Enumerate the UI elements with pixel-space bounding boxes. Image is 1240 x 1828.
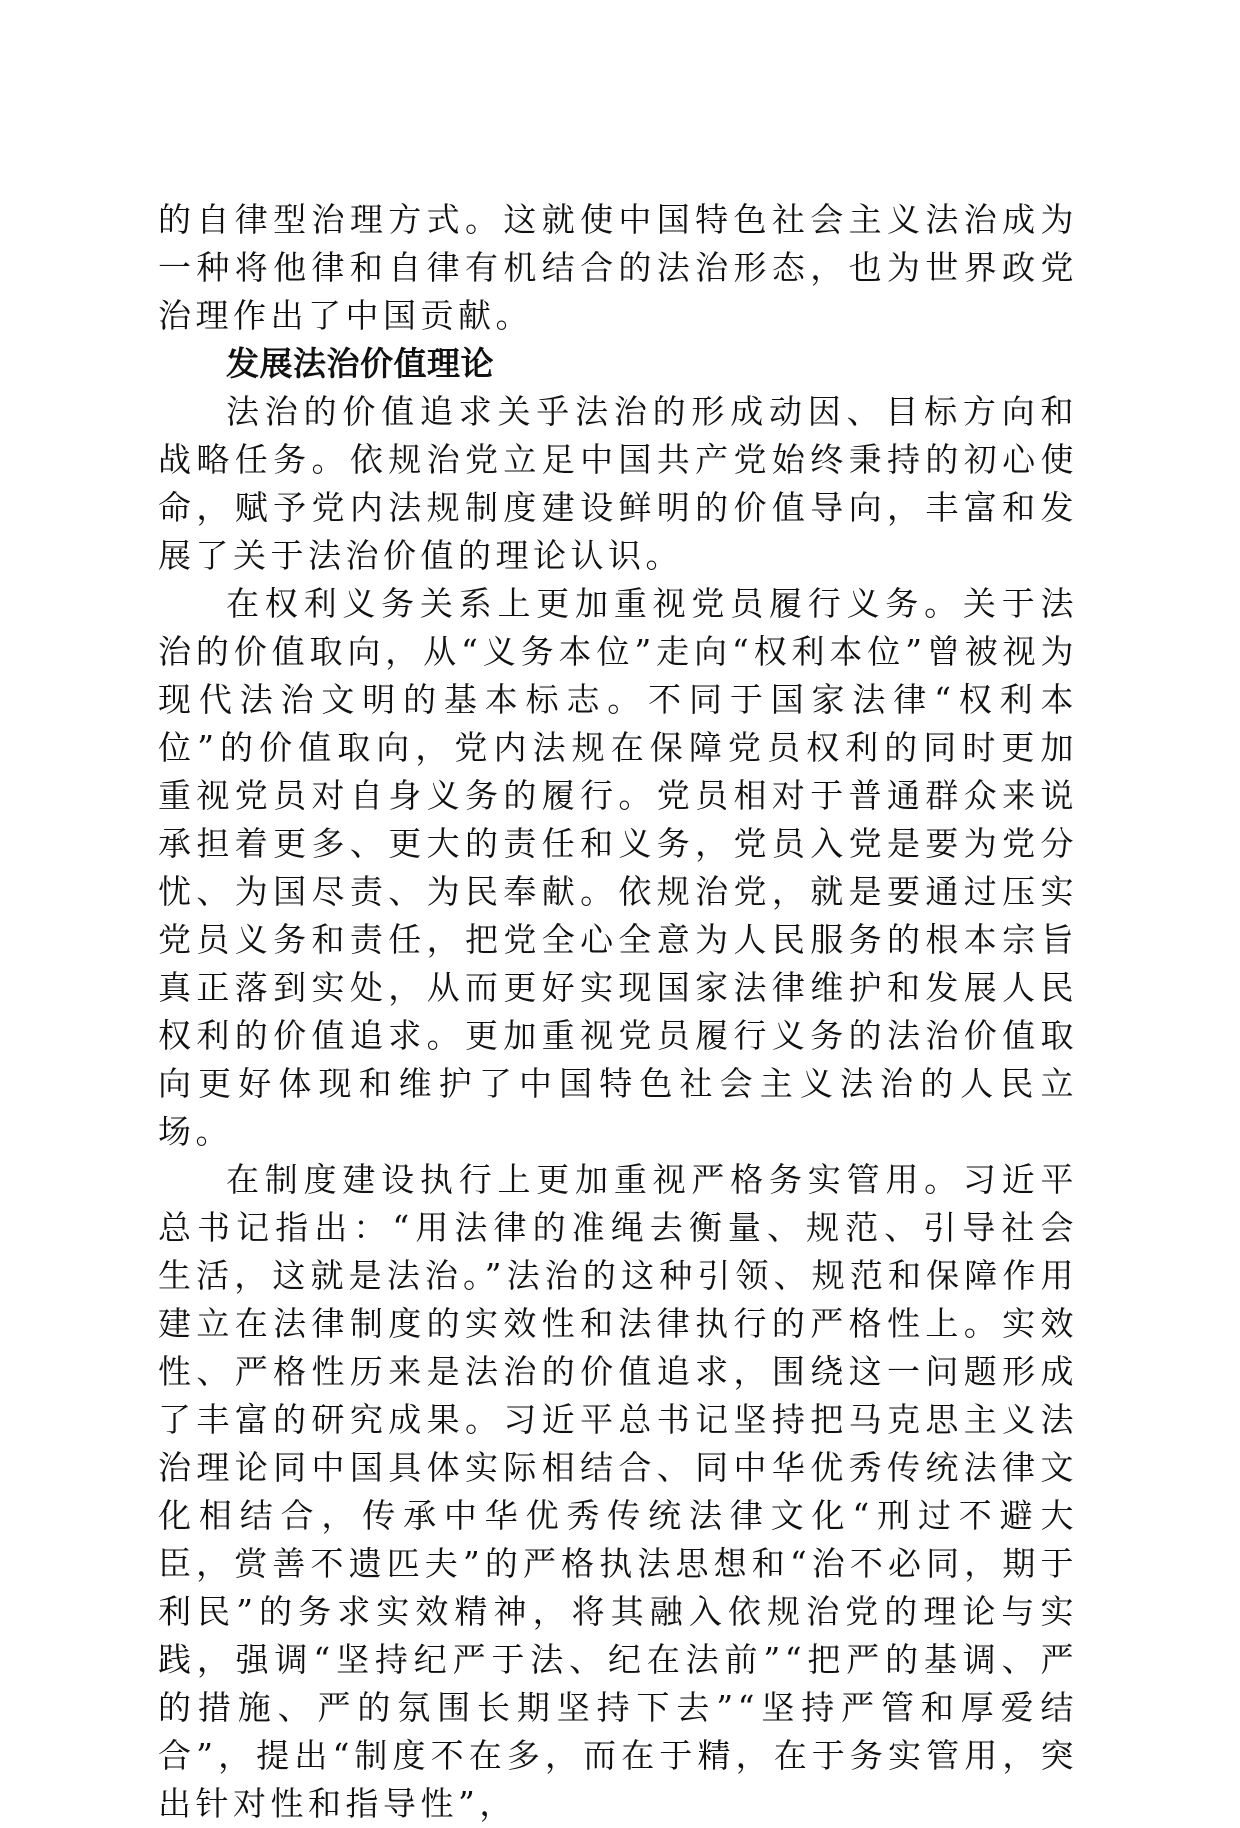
paragraph-system-building: 在制度建设执行上更加重视严格务实管用。习近平总书记指出：“用法律的准绳去衡量、规范、引导社会生活，这就是法治。”法治的这种引领、规范和保障作用建立在法律制度的实效性和法律执行的严格性上。实效性、严格性历来是法治的价值追求，围绕这一问题形成了丰富的研究成果。习近平总书记坚持把马克思主义法治理论同中国具体实际相结合、同中华优秀传统法律文化相结合，传承中华优秀传统法律文化“刑过不避大臣，赏善不遗匹夫”的严格执法思想和“治不必同，期于利民”的务求实效精神，将其融入依规治党的理论与实践，强调“坚持纪严于法、纪在法前”“把严的基调、严的措施、严的氛围长期坚持下去”“坚持严管和厚爱结合”，提出“制度不在多，而在于精，在于务实管用，突出针对性和指导性”， [158, 1160, 1078, 1823]
paragraph-continuation: 的自律型治理方式。这就使中国特色社会主义法治成为一种将他律和自律有机结合的法治形态，也为世界政党治理作出了中国贡献。 [158, 200, 1078, 335]
paragraph-intro: 法治的价值追求关乎法治的形成动因、目标方向和战略任务。依规治党立足中国共产党始终秉持的初心使命，赋予党内法规制度建设鲜明的价值导向，丰富和发展了关于法治价值的理论认识。 [158, 392, 1078, 575]
section-heading: 发展法治价值理论 [226, 344, 494, 383]
document-page [158, 196, 1078, 1828]
paragraph-rights-duties: 在权利义务关系上更加重视党员履行义务。关于法治的价值取向，从“义务本位”走向“权利本位”曾被视为现代法治文明的基本标志。不同于国家法律“权利本位”的价值取向，党内法规在保障党员权利的同时更加重视党员对自身义务的履行。党员相对于普通群众来说承担着更多、更大的责任和义务，党员入党是要为党分忧、为国尽责、为民奉献。依规治党，就是要通过压实党员义务和责任，把党全心全意为人民服务的根本宗旨真正落到实处，从而更好实现国家法律维护和发展人民权利的价值追求。更加重视党员履行义务的法治价值取向更好体现和维护了中国特色社会主义法治的人民立场。 [158, 584, 1078, 1151]
